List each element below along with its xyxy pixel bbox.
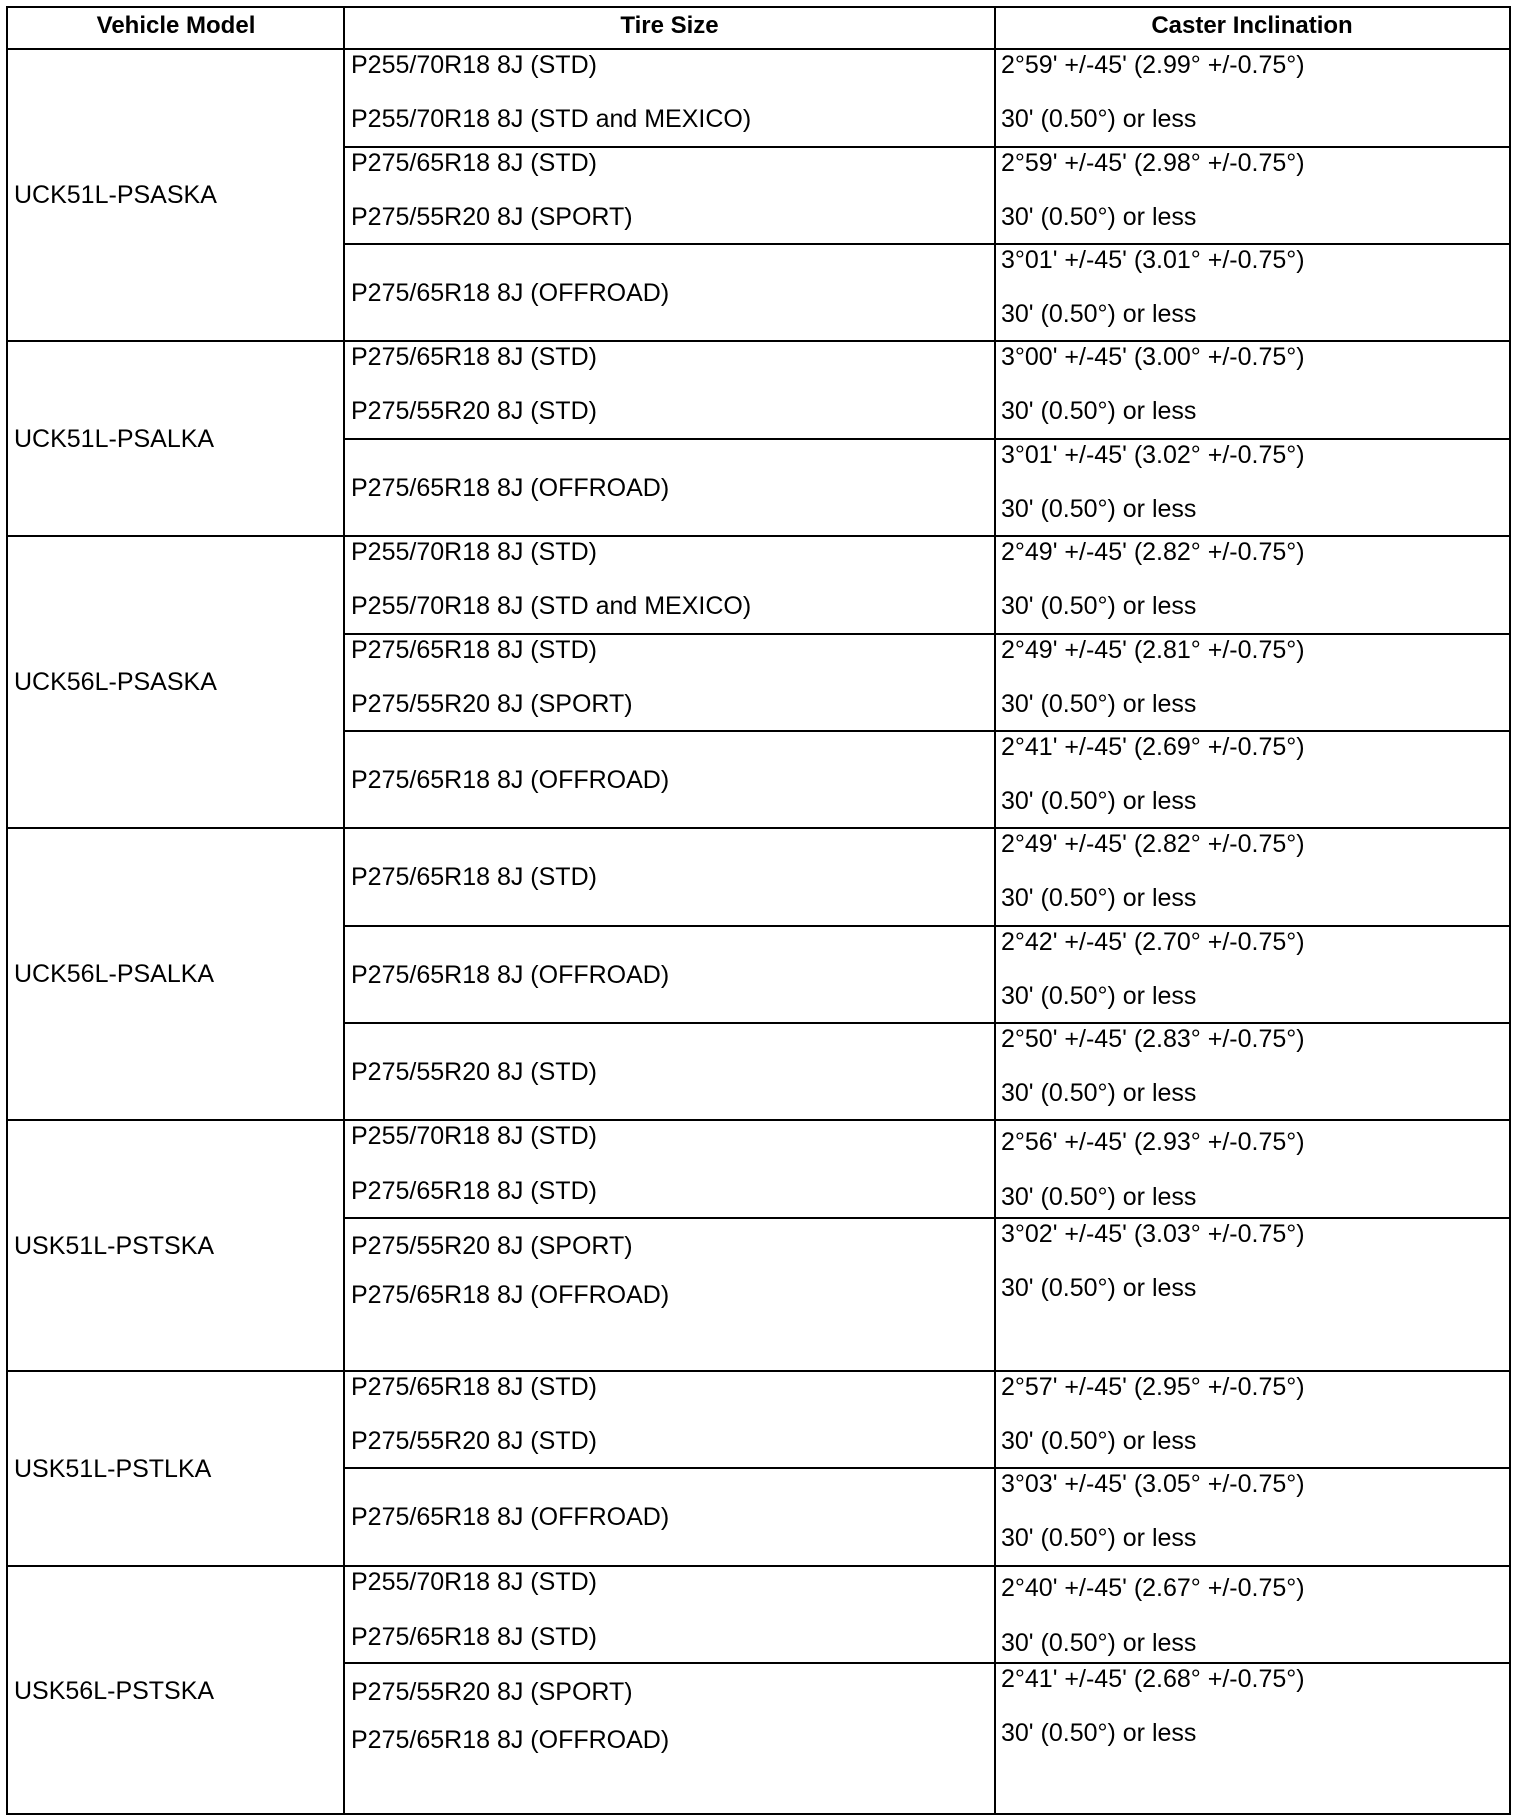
caster-value-cell: 2°59' +/-45' (2.98° +/-0.75°) <box>1001 149 1305 177</box>
caster-value-cell: 2°41' +/-45' (2.69° +/-0.75°) <box>1001 733 1305 761</box>
tire-size-cell: P275/55R20 8J (SPORT) <box>351 690 633 718</box>
column-header: Tire Size <box>620 12 719 39</box>
vehicle-model-cell: USK51L-PSTLKA <box>14 1454 212 1483</box>
caster-value-cell: 2°50' +/-45' (2.83° +/-0.75°) <box>1001 1025 1305 1053</box>
tire-size-cell: P255/70R18 8J (STD) <box>351 538 597 566</box>
caster-value-cell: 30' (0.50°) or less <box>1001 397 1197 425</box>
caster-value-cell: 2°57' +/-45' (2.95° +/-0.75°) <box>1001 1373 1305 1401</box>
tire-size-cell: P275/55R20 8J (SPORT) <box>351 1232 633 1260</box>
caster-value-cell: 30' (0.50°) or less <box>1001 1274 1197 1302</box>
row-divider <box>344 1022 1509 1024</box>
caster-value-cell: 30' (0.50°) or less <box>1001 787 1197 815</box>
row-divider <box>344 243 1509 245</box>
caster-value-cell: 30' (0.50°) or less <box>1001 884 1197 912</box>
tire-size-cell: P275/65R18 8J (STD) <box>351 149 597 177</box>
caster-value-cell: 3°01' +/-45' (3.01° +/-0.75°) <box>1001 246 1305 274</box>
tire-size-cell: P275/65R18 8J (STD) <box>351 636 597 664</box>
tire-size-cell: P255/70R18 8J (STD) <box>351 51 597 79</box>
tire-size-cell: P275/65R18 8J (OFFROAD) <box>351 1503 670 1531</box>
tire-size-cell: P275/55R20 8J (STD) <box>351 397 597 425</box>
caster-value-cell: 30' (0.50°) or less <box>1001 1079 1197 1107</box>
tire-size-cell: P275/55R20 8J (STD) <box>351 1057 597 1086</box>
row-divider <box>344 1217 1509 1219</box>
caster-value-cell: 2°49' +/-45' (2.82° +/-0.75°) <box>1001 830 1305 858</box>
caster-value-cell: 30' (0.50°) or less <box>1001 1628 1197 1657</box>
tire-size-cell: P275/65R18 8J (OFFROAD) <box>351 765 670 794</box>
vehicle-model-cell: UCK51L-PSASKA <box>14 181 217 209</box>
tire-size-cell: P275/65R18 8J (OFFROAD) <box>351 473 670 502</box>
caster-value-cell: 3°02' +/-45' (3.03° +/-0.75°) <box>1001 1220 1305 1248</box>
tire-size-cell: P275/65R18 8J (STD) <box>351 1623 597 1651</box>
caster-value-cell: 30' (0.50°) or less <box>1001 300 1197 328</box>
column-header: Caster Inclination <box>1151 12 1353 39</box>
tire-size-cell: P275/65R18 8J (STD) <box>351 1373 597 1401</box>
caster-value-cell: 30' (0.50°) or less <box>1001 203 1197 231</box>
caster-value-cell: 2°41' +/-45' (2.68° +/-0.75°) <box>1001 1665 1305 1693</box>
caster-value-cell: 30' (0.50°) or less <box>1001 1524 1197 1552</box>
caster-value-cell: 30' (0.50°) or less <box>1001 982 1197 1010</box>
column-header: Vehicle Model <box>96 12 256 39</box>
tire-size-cell: P275/65R18 8J (OFFROAD) <box>351 1280 670 1309</box>
caster-value-cell: 2°40' +/-45' (2.67° +/-0.75°) <box>1001 1573 1305 1602</box>
tire-size-cell: P275/55R20 8J (SPORT) <box>351 1678 633 1706</box>
tire-size-cell: P275/55R20 8J (SPORT) <box>351 203 633 231</box>
row-divider <box>8 1565 1509 1567</box>
caster-inclination-table <box>6 6 1511 1815</box>
caster-value-cell: 30' (0.50°) or less <box>1001 592 1197 620</box>
vehicle-model-cell: USK51L-PSTSKA <box>14 1231 215 1260</box>
caster-value-cell: 2°49' +/-45' (2.82° +/-0.75°) <box>1001 538 1305 566</box>
vehicle-model-cell: USK56L-PSTSKA <box>14 1677 215 1705</box>
row-divider <box>344 925 1509 927</box>
column-divider <box>994 8 996 1813</box>
row-divider <box>8 1119 1509 1121</box>
vehicle-model-cell: UCK56L-PSASKA <box>14 668 217 696</box>
vehicle-model-cell: UCK56L-PSALKA <box>14 960 215 988</box>
caster-value-cell: 2°59' +/-45' (2.99° +/-0.75°) <box>1001 51 1305 79</box>
caster-value-cell: 30' (0.50°) or less <box>1001 690 1197 718</box>
tire-size-cell: P275/65R18 8J (STD) <box>351 1177 597 1205</box>
caster-value-cell: 30' (0.50°) or less <box>1001 105 1197 133</box>
tire-size-cell: P255/70R18 8J (STD) <box>351 1122 597 1150</box>
tire-size-cell: P255/70R18 8J (STD and MEXICO) <box>351 105 752 133</box>
caster-value-cell: 30' (0.50°) or less <box>1001 1183 1197 1211</box>
row-divider <box>344 1467 1509 1469</box>
row-divider <box>344 1662 1509 1664</box>
vehicle-model-cell: UCK51L-PSALKA <box>14 424 215 453</box>
caster-value-cell: 2°49' +/-45' (2.81° +/-0.75°) <box>1001 636 1305 664</box>
caster-value-cell: 30' (0.50°) or less <box>1001 1719 1197 1747</box>
caster-value-cell: 2°42' +/-45' (2.70° +/-0.75°) <box>1001 928 1305 956</box>
tire-size-cell: P275/65R18 8J (STD) <box>351 343 597 371</box>
caster-value-cell: 2°56' +/-45' (2.93° +/-0.75°) <box>1001 1128 1305 1156</box>
tire-size-cell: P275/65R18 8J (STD) <box>351 863 597 891</box>
caster-value-cell: 30' (0.50°) or less <box>1001 1427 1197 1455</box>
tire-size-cell: P275/55R20 8J (STD) <box>351 1427 597 1455</box>
caster-value-cell: 3°01' +/-45' (3.02° +/-0.75°) <box>1001 441 1305 469</box>
tire-size-cell: P275/65R18 8J (OFFROAD) <box>351 960 670 989</box>
tire-size-cell: P255/70R18 8J (STD) <box>351 1568 597 1596</box>
column-divider <box>343 8 345 1813</box>
tire-size-cell: P275/65R18 8J (OFFROAD) <box>351 278 670 307</box>
caster-value-cell: 30' (0.50°) or less <box>1001 495 1197 523</box>
caster-value-cell: 3°03' +/-45' (3.05° +/-0.75°) <box>1001 1470 1305 1498</box>
tire-size-cell: P255/70R18 8J (STD and MEXICO) <box>351 592 752 620</box>
tire-size-cell: P275/65R18 8J (OFFROAD) <box>351 1725 670 1754</box>
row-divider <box>344 730 1509 732</box>
caster-value-cell: 3°00' +/-45' (3.00° +/-0.75°) <box>1001 343 1305 371</box>
row-divider <box>344 438 1509 440</box>
